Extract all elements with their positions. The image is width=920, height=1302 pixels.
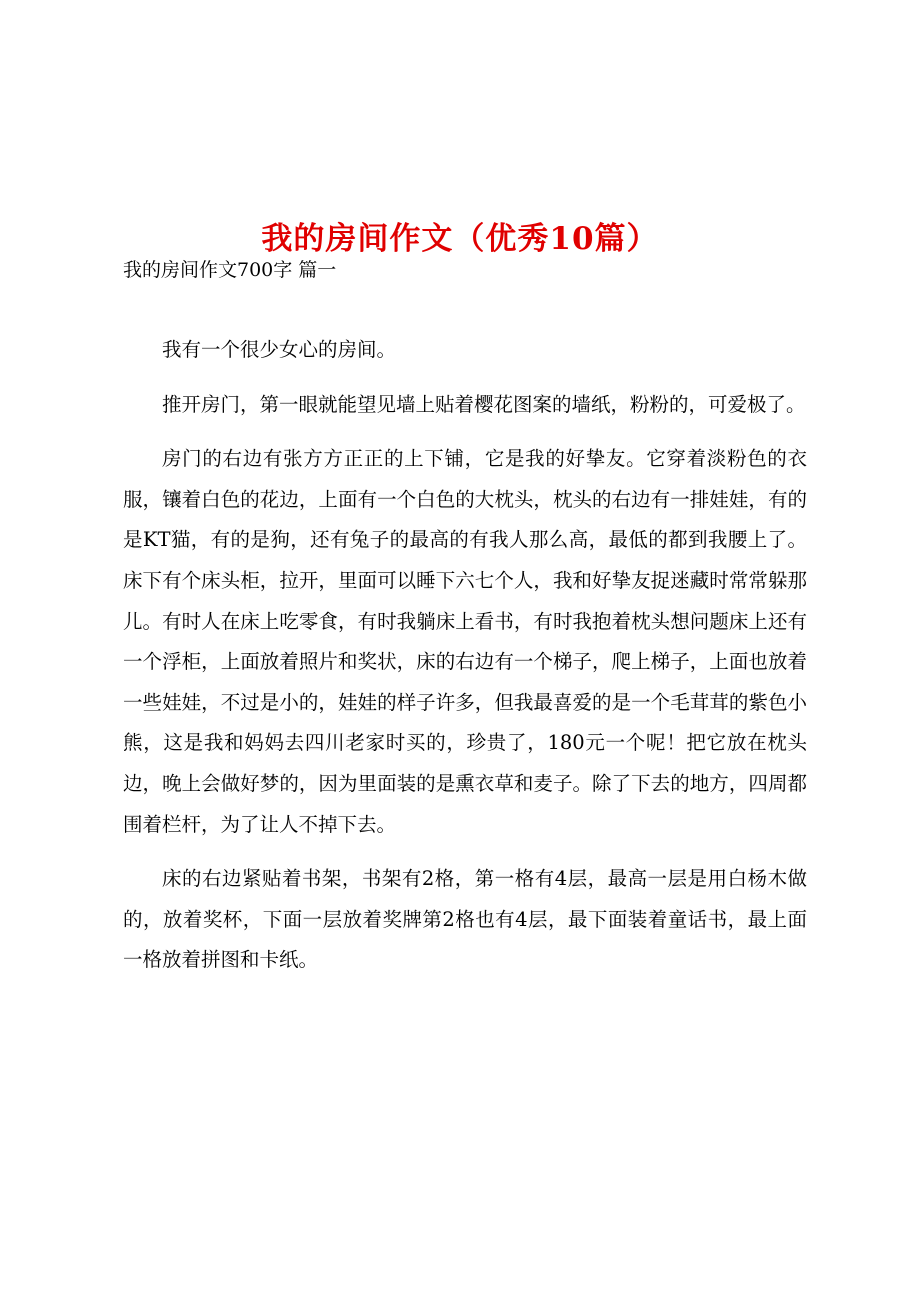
paragraph: 房门的右边有张方方正正的上下铺，它是我的好挚友。它穿着淡粉色的衣服，镶着白色的花边，上面有一个白色的大枕头，枕头的右边有一排娃娃，有的是KT猫，有的是狗，还有兔子的最高的有我人那么高，最低的都到我腰上了。床下有个床头柜，拉开，里面可以睡下六七个人，我和好挚友捉迷藏时常常躲那儿。有时人在床上吃零食，有时我躺床上看书，有时我抱着枕头想问题床上还有一个浮柜，上面放着照片和奖状，床的右边有一个梯子，爬上梯子，上面也放着一些娃娃，不过是小的，娃娃的样子许多，但我最喜爱的是一个毛茸茸的紫色小熊，这是我和妈妈去四川老家时买的，珍贵了，180元一个呢！把它放在枕头边，晚上会做好梦的，因为里面装的是熏衣草和麦子。除了下去的地方，四周都围着栏杆，为了让人不掉下去。 — [123, 447, 807, 836]
paragraph: 推开房门，第一眼就能望见墙上贴着樱花图案的墙纸，粉粉的，可爱极了。 — [162, 392, 806, 416]
paragraph: 床的右边紧贴着书架，书架有2格，第一格有4层，最高一层是用白杨木做的，放着奖杯，下面一层放着奖牌第2格也有4层，最下面装着童话书，最上面一格放着拼图和卡纸。 — [123, 867, 807, 972]
paragraph: 我有一个很少女心的房间。 — [162, 338, 397, 361]
document-title: 我的房间作文（优秀10篇） — [261, 220, 659, 257]
article-body — [123, 330, 807, 995]
section-heading: 我的房间作文700字 篇一 — [123, 259, 337, 281]
